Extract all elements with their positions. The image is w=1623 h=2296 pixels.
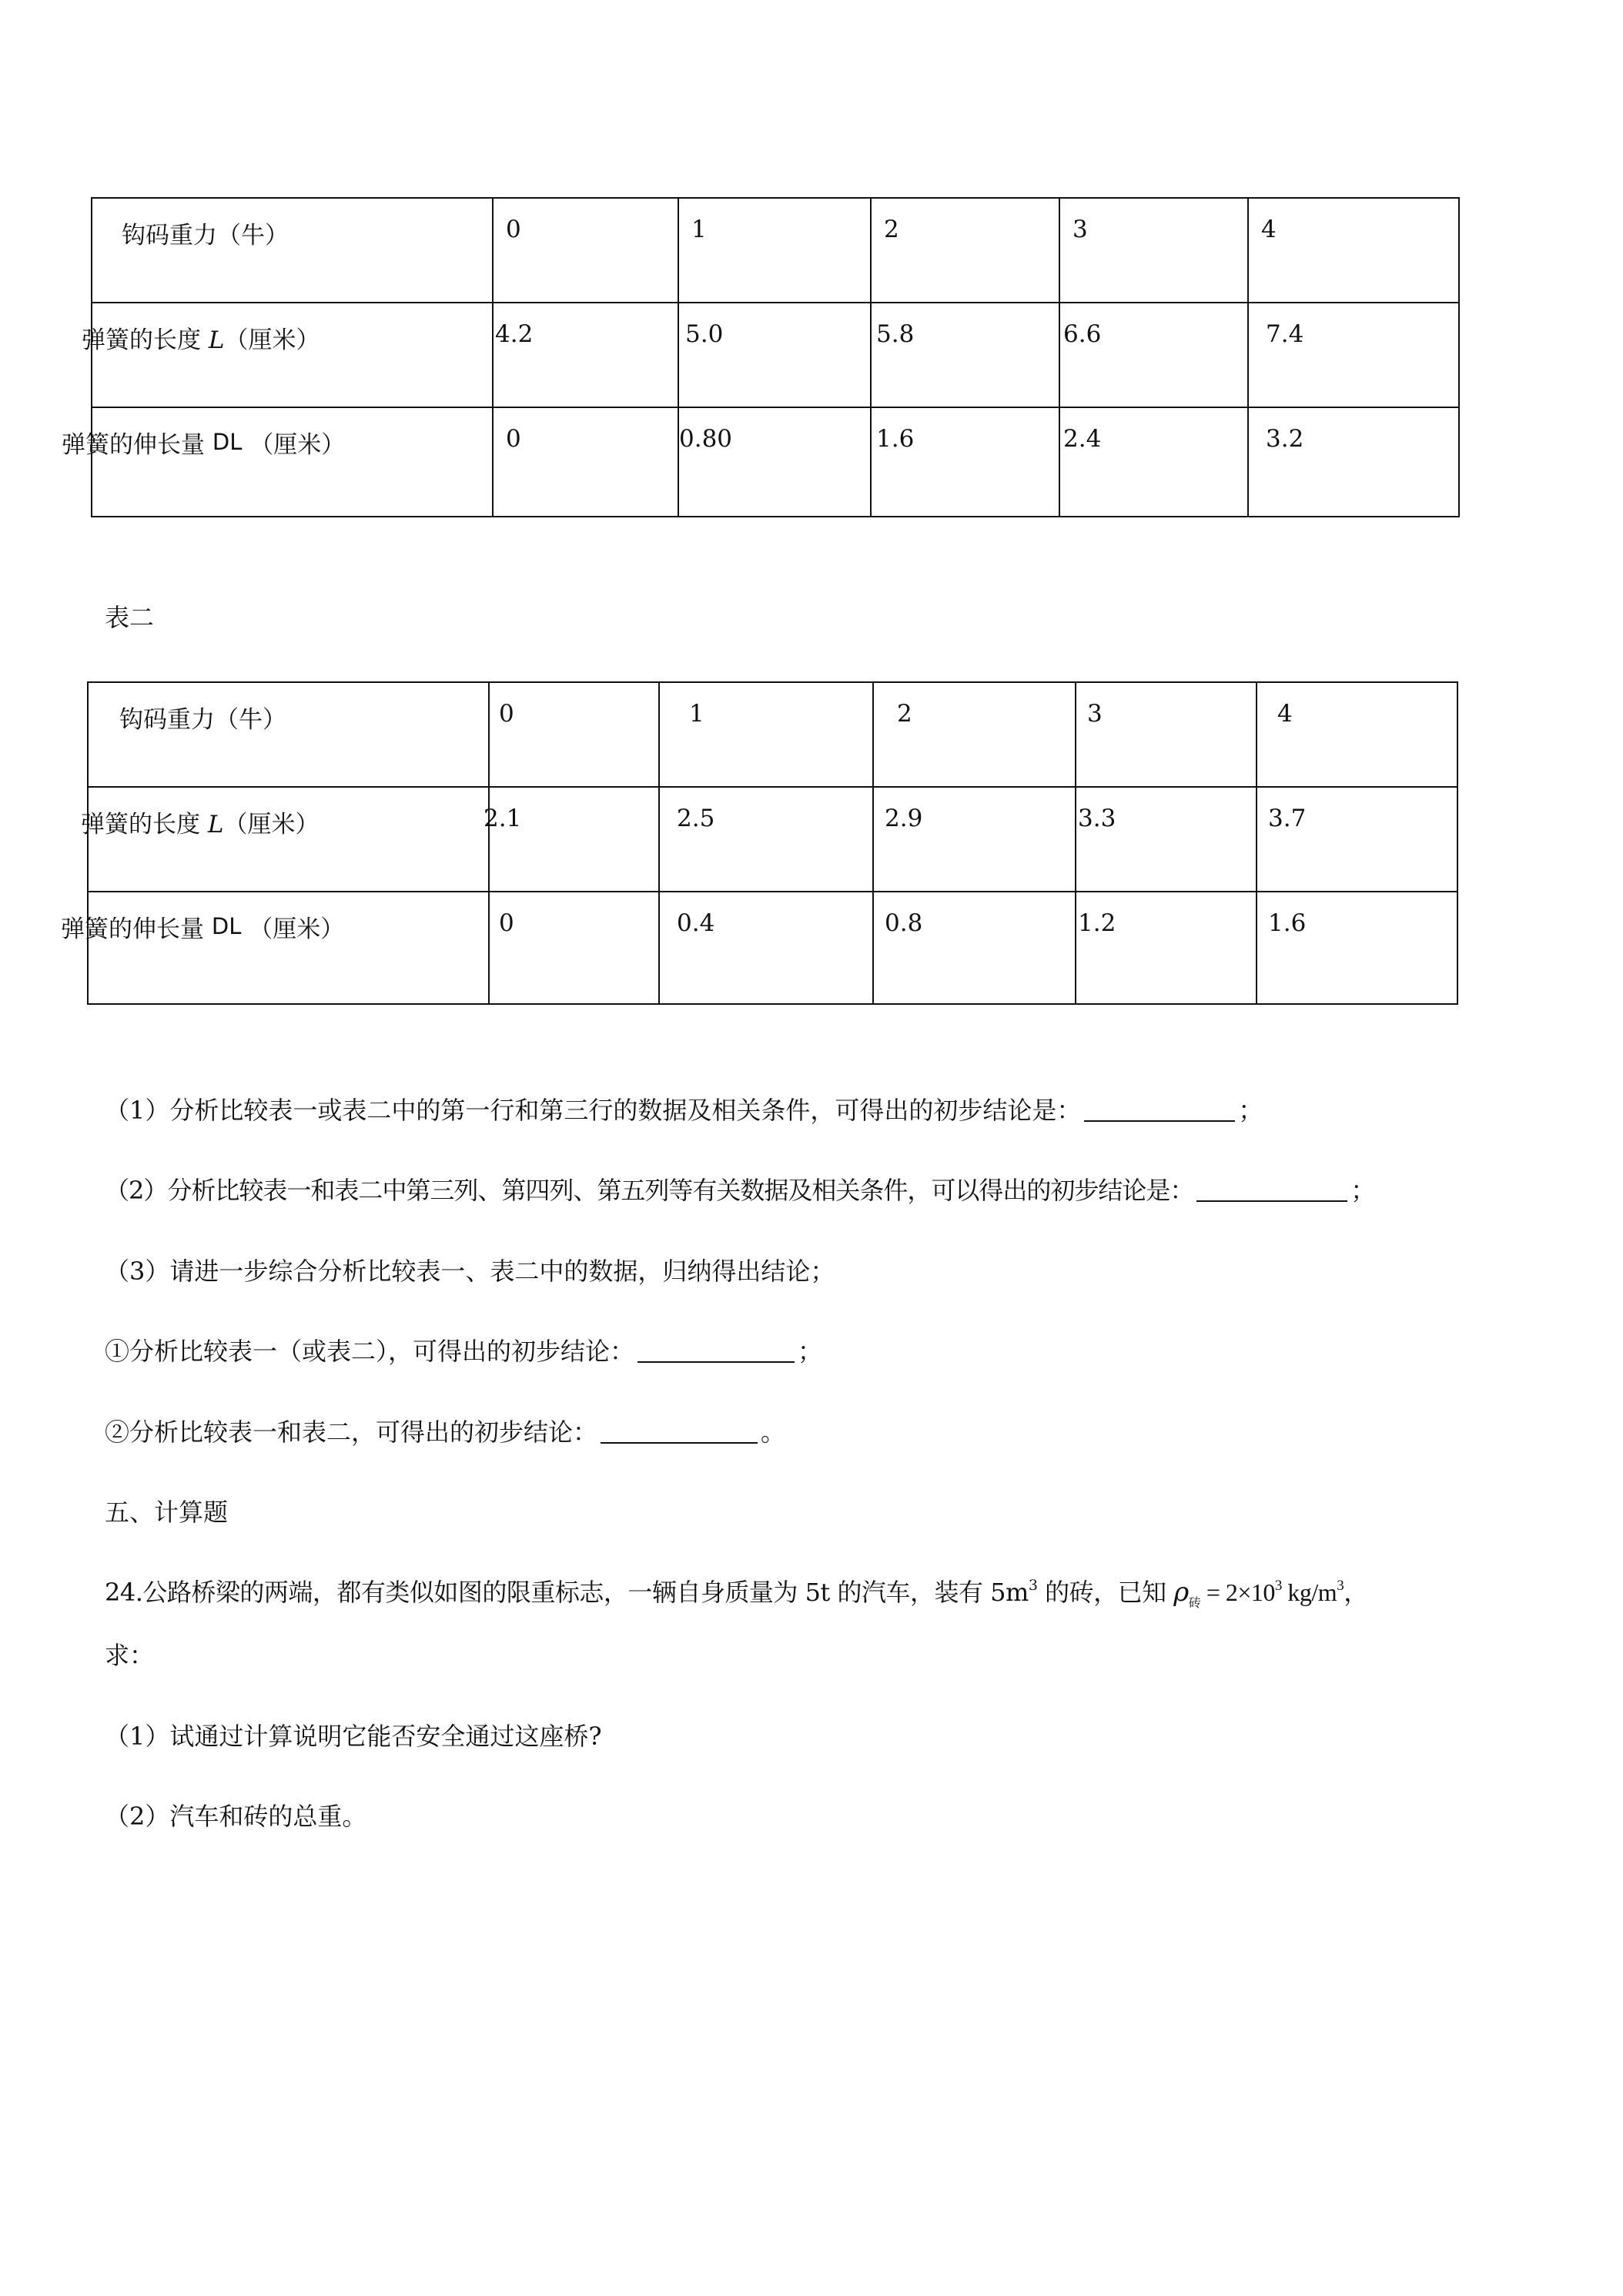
row-label bbox=[61, 892, 489, 1004]
table-two-caption: 表二 bbox=[105, 603, 155, 632]
cell-text: 2.9 bbox=[885, 805, 923, 832]
cell-text: 2.4 bbox=[1063, 425, 1102, 453]
variable-l: L bbox=[208, 326, 225, 354]
cell-text: 0 bbox=[506, 425, 521, 453]
table-cell bbox=[484, 787, 659, 892]
question-3b-text: ②分析比较表一和表二，可得出的初步结论： bbox=[105, 1417, 598, 1447]
cell-text: 5.0 bbox=[685, 320, 724, 348]
cell-text: 2 bbox=[897, 700, 912, 728]
row-label-pre: 弹簧的长度 bbox=[81, 811, 200, 838]
cell-text: 4 bbox=[1277, 700, 1293, 728]
superscript: 3 bbox=[1274, 1578, 1282, 1594]
row-label-post: （厘米） bbox=[249, 915, 345, 943]
cell-text: 0.8 bbox=[885, 909, 923, 937]
cell-text: 2.5 bbox=[677, 805, 715, 832]
problem-24-text-a: 24.公路桥梁的两端，都有类似如图的限重标志，一辆自身质量为 5t 的汽车，装有 5m bbox=[105, 1578, 1029, 1607]
row-label-text: 钩码重力（牛） bbox=[122, 222, 289, 249]
question-1-text: （1）分析比较表一或表二中的第一行和第三行的数据及相关条件，可得出的初步结论是： bbox=[105, 1096, 1082, 1125]
row-label-pre: 弹簧的长度 bbox=[82, 326, 201, 354]
cell-text: 1.6 bbox=[876, 425, 915, 453]
superscript: 3 bbox=[1337, 1578, 1344, 1594]
cell-text: 3.7 bbox=[1268, 805, 1307, 832]
question-3a-end: ； bbox=[798, 1337, 823, 1366]
table-cell bbox=[659, 682, 873, 787]
table-cell bbox=[1257, 892, 1457, 1004]
cell-text: 7.4 bbox=[1266, 320, 1304, 348]
question-3a bbox=[105, 1336, 822, 1367]
cell-text: 1 bbox=[689, 700, 704, 728]
row-label-post: （厘米） bbox=[224, 326, 320, 354]
question-2-text: （2）分析比较表一和表二中第三列、第四列、第五列等有关数据及相关条件，可以得出的初步结论是： bbox=[105, 1176, 1194, 1205]
row-label bbox=[81, 787, 489, 892]
density-formula bbox=[1200, 1578, 1344, 1606]
table-row bbox=[88, 892, 1457, 1004]
row-label-post: （厘米） bbox=[223, 811, 320, 838]
table-cell bbox=[489, 892, 659, 1004]
table-row bbox=[92, 303, 1459, 407]
table-cell bbox=[1248, 407, 1459, 517]
problem-24-sub-1: （1）试通过计算说明它能否安全通过这座桥? bbox=[105, 1722, 602, 1751]
table-cell bbox=[678, 303, 871, 407]
question-1-end: ； bbox=[1238, 1096, 1263, 1125]
rho-subscript: 砖 bbox=[1188, 1595, 1201, 1610]
table-cell bbox=[873, 682, 1076, 787]
question-3a-text: ①分析比较表一（或表二），可得出的初步结论： bbox=[105, 1337, 635, 1366]
cell-text: 0 bbox=[499, 909, 514, 937]
table-cell bbox=[493, 303, 678, 407]
cell-text: 3.3 bbox=[1078, 805, 1116, 832]
question-3b bbox=[105, 1417, 785, 1448]
delta-l-symbol: DL bbox=[211, 913, 242, 939]
problem-24-sub-2: （2）汽车和砖的总重。 bbox=[105, 1802, 367, 1831]
row-label bbox=[92, 198, 493, 303]
table-cell: 4 bbox=[1248, 198, 1459, 303]
cell-text: 6.6 bbox=[1063, 320, 1102, 348]
table-cell bbox=[1257, 787, 1457, 892]
question-1 bbox=[105, 1095, 1263, 1126]
table-cell bbox=[1076, 892, 1257, 1004]
row-label-pre: 弹簧的伸长量 bbox=[62, 431, 205, 459]
row-label-text: 钩码重力（牛） bbox=[119, 706, 286, 734]
table-cell bbox=[871, 407, 1059, 517]
question-3b-end: 。 bbox=[761, 1417, 786, 1447]
table-row bbox=[92, 407, 1459, 517]
table-cell bbox=[1248, 303, 1459, 407]
question-2-end: ； bbox=[1350, 1176, 1375, 1205]
delta-l-symbol: DL bbox=[212, 429, 243, 455]
answer-blank-3a[interactable] bbox=[637, 1337, 795, 1363]
cell-text: 3.2 bbox=[1266, 425, 1304, 453]
row-label bbox=[88, 682, 489, 787]
answer-blank-3b[interactable] bbox=[601, 1417, 758, 1444]
cell-text: 1.6 bbox=[1268, 909, 1307, 937]
cell-text: 3 bbox=[1087, 700, 1103, 728]
table-cell bbox=[659, 892, 873, 1004]
table-row bbox=[88, 682, 1457, 787]
table-cell bbox=[489, 682, 659, 787]
problem-24-text-c: ， bbox=[1344, 1578, 1368, 1607]
table-cell bbox=[1059, 407, 1248, 517]
answer-blank-2[interactable] bbox=[1196, 1176, 1347, 1202]
table-cell: 2 bbox=[871, 198, 1059, 303]
table-cell: 1 bbox=[678, 198, 871, 303]
table-cell bbox=[678, 407, 871, 517]
table-cell bbox=[871, 303, 1059, 407]
table-cell: 0 bbox=[493, 198, 678, 303]
cell-text: 4.2 bbox=[495, 320, 534, 348]
formula-part: = 2×10 bbox=[1200, 1578, 1275, 1606]
table-cell bbox=[1076, 682, 1257, 787]
cell-text: 0.4 bbox=[677, 909, 715, 937]
question-2 bbox=[105, 1175, 1374, 1206]
cell-text: 0.80 bbox=[679, 425, 733, 453]
table-cell bbox=[1257, 682, 1457, 787]
table-cell bbox=[873, 892, 1076, 1004]
row-label bbox=[82, 303, 493, 407]
problem-24-text-b: 的砖，已知 bbox=[1037, 1578, 1174, 1607]
table-cell bbox=[1059, 303, 1248, 407]
cell-text: 2.1 bbox=[484, 805, 522, 832]
cell-text: 5.8 bbox=[876, 320, 915, 348]
rho-symbol: ρ bbox=[1173, 1577, 1189, 1608]
cell-text: 1.2 bbox=[1078, 909, 1116, 937]
problem-24 bbox=[105, 1577, 1368, 1618]
row-label bbox=[62, 407, 493, 517]
table-one bbox=[62, 197, 1460, 517]
row-label-pre: 弹簧的伸长量 bbox=[61, 915, 204, 943]
formula-unit: kg/m bbox=[1281, 1578, 1337, 1606]
superscript: 3 bbox=[1028, 1577, 1038, 1594]
table-cell bbox=[493, 407, 678, 517]
cell-text: 0 bbox=[499, 700, 514, 728]
variable-l: L bbox=[207, 811, 224, 838]
table-cell bbox=[873, 787, 1076, 892]
section-heading: 五、计算题 bbox=[105, 1498, 229, 1527]
table-row bbox=[92, 198, 1459, 303]
answer-blank-1[interactable] bbox=[1084, 1096, 1235, 1122]
table-cell bbox=[1076, 787, 1257, 892]
table-cell bbox=[659, 787, 873, 892]
table-row bbox=[88, 787, 1457, 892]
row-label-post: （厘米） bbox=[249, 431, 346, 459]
problem-24-line-2: 求： bbox=[105, 1641, 155, 1670]
question-3: （3）请进一步综合分析比较表一、表二中的数据，归纳得出结论； bbox=[105, 1257, 835, 1286]
table-two bbox=[61, 681, 1458, 1005]
table-cell: 3 bbox=[1059, 198, 1248, 303]
